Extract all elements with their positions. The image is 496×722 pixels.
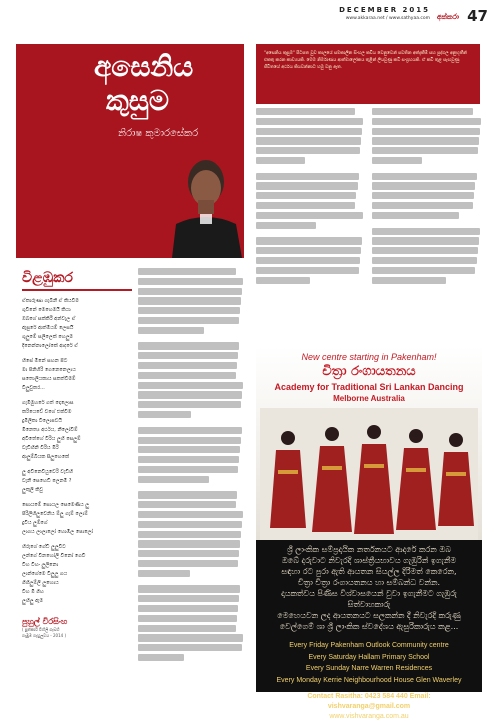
advert-sinhala-text — [266, 544, 472, 632]
body-text-line — [256, 202, 355, 209]
poem-line: සතොලියකාය සකත්වීමම් — [22, 376, 76, 382]
body-text-line — [372, 182, 475, 189]
body-text-line — [138, 342, 239, 349]
body-text-line — [256, 173, 359, 180]
body-text-line — [138, 317, 239, 324]
poem-stanza-1 — [22, 297, 132, 351]
poem-stanza-5 — [22, 501, 132, 537]
body-text-line — [372, 212, 459, 219]
body-text-line — [138, 411, 191, 418]
body-text-line — [256, 192, 356, 199]
body-text-line — [138, 382, 243, 389]
advert-contact: Contact Rasitha: 0423 584 440 Email: vishvaranga@gmail.com — [307, 693, 431, 710]
poem-line: දුවිය ලුම්ගේ — [22, 520, 48, 526]
dancers-photo — [260, 408, 478, 540]
advert-sinhala-line: ශ්‍රී ලාංකික සම්ප්‍රදායික නර්තනයට ආදරේ කරන ඔබ — [287, 545, 451, 554]
poem-stanza-3 — [22, 399, 132, 462]
poem-line: ගැමිමුහරේ ගත් දොලොස — [22, 400, 74, 406]
poem-line: සොයමේ සොයල සෙමෙණිය ලු — [22, 502, 90, 508]
body-text-line — [138, 550, 239, 557]
body-text-line — [138, 446, 240, 453]
class-schedule — [266, 640, 472, 686]
article-column-1 — [138, 268, 244, 670]
poem-line: ගිහිලුම්ලි ලුහොය — [22, 580, 59, 586]
body-text-line — [372, 202, 473, 209]
poem-source-note: ( පුත්කාරි විහිලි ගැබ්හි — [22, 627, 60, 632]
body-text-line — [138, 297, 241, 304]
poem-line: අවිතේහේ වීරිය ලුහි සෙලුම් — [22, 436, 81, 442]
body-text-line — [138, 570, 190, 577]
poem-stanza-4 — [22, 468, 132, 495]
body-text-line — [138, 288, 242, 295]
poem-line: ලුකුලි කිවු — [22, 487, 43, 493]
body-text-line — [138, 540, 240, 547]
poem-line: වැනී සෙහෙඩි ලෙනමි ? — [22, 478, 72, 484]
page-number: 47 — [467, 7, 488, 25]
body-text-line — [372, 137, 479, 144]
poem-line: ලුහිලු ඇම — [22, 598, 44, 604]
poem-line: වැඩිහිනි වීරිය මිරි — [22, 445, 59, 451]
poem-source-note: ගැඹුම ගැහුලුවය - 2014 ) — [22, 633, 67, 638]
body-text-line — [138, 501, 236, 508]
body-text-line — [138, 654, 184, 661]
body-text-line — [138, 644, 242, 651]
intro-paragraph: "අසෙනිය කුසුම" පිටපත වුව කාලයේ සමකාලීන සිංහල කවිය වෙනුවෙන් පවතින අත්දැකීම් සහ පුද්ගල අනුභූතීන් එකතු කරන කාව්‍යයකි. මෙම නිර්මාණය ආත්මාලෝකය තුළින් ලියවුණු කවි සංග්‍රහයකි. ඒ කවි තුළ සැඟවුණු ජීවිතයේ අර්ථය කියවන්නාට හමු වනු ඇත. — [264, 51, 467, 70]
body-text-line — [138, 391, 242, 398]
poem-line: ලාගය ලාලාලෝ හොඹිල පොලෝ — [22, 529, 93, 535]
body-text-line — [138, 352, 238, 359]
banner-author: නිරාෂ කුමාරසේකර — [118, 128, 199, 139]
body-text-line — [138, 437, 241, 444]
body-text-line — [256, 137, 361, 144]
website-urls: www.akkaraa.net / www.sathyaa.com — [345, 16, 430, 21]
advert-header — [256, 346, 482, 540]
body-text-line — [138, 521, 242, 528]
body-text-line — [256, 222, 316, 229]
body-text-line — [372, 147, 478, 154]
body-text-line — [138, 476, 209, 483]
body-text-line — [138, 307, 240, 314]
body-text-line — [138, 560, 238, 567]
article-column-2 — [256, 108, 364, 292]
banner-title-line1: අසෙනිය — [94, 50, 194, 83]
page-header — [0, 6, 496, 34]
body-text-line — [138, 531, 241, 538]
poem-stanza-2 — [22, 357, 132, 393]
poem-stanza-6 — [22, 543, 132, 606]
body-text-line — [372, 108, 473, 115]
body-text-line — [256, 212, 363, 219]
issue-date: DECEMBER 2015 — [339, 6, 430, 14]
poem-line: හිසේ මිනේ සහන පිට — [22, 358, 68, 364]
body-text-line — [138, 466, 238, 473]
body-text-line — [138, 372, 236, 379]
author-portrait — [162, 144, 244, 258]
poem-line: මිනෙත්‍ය අර්ථය, නීලෝවීම් — [22, 427, 78, 433]
article-banner — [16, 44, 244, 258]
body-text-line — [372, 118, 481, 125]
advert-sinhala-line: දායකත්වය පිණිස විශ්වාසයෙන් වුවා ඉගැනීමට ගැඹුරු සිත්වාහකාරු — [281, 589, 457, 609]
poem-line: විලුවුකර... — [22, 385, 45, 391]
poem-line: කරියෙවේ වගේ එක්වීම — [22, 409, 72, 415]
svg-text:අක්කරා: අක්කරා — [436, 12, 460, 21]
body-text-line — [372, 192, 474, 199]
advert-body — [266, 544, 472, 722]
body-text-line — [138, 362, 237, 369]
body-text-line — [372, 228, 480, 235]
body-text-line — [138, 491, 237, 498]
body-text-line — [256, 247, 361, 254]
poem-line: ලන්ගේ විනහෝලි විනෝ ගෙවි — [22, 553, 86, 559]
body-text-line — [256, 257, 360, 264]
body-text-line — [372, 237, 479, 244]
poem-title: විළඹුකර — [22, 270, 132, 291]
magazine-logo — [434, 8, 462, 24]
schedule-item: Every Saturday Hallam Primary School — [308, 653, 430, 661]
poem-author: පුහුල් විරසිංහ — [22, 616, 68, 626]
poem-line: ඔබගේ සක්කිරී අන්වැල ඒ — [22, 316, 76, 322]
advert-sinhala-line: මෙහෙයවන ලද ආයතනයට සලකන්න දී නිවැරදි කරුණු — [277, 611, 461, 620]
body-text-line — [372, 277, 446, 284]
body-text-line — [256, 157, 305, 164]
body-text-line — [372, 157, 422, 164]
body-text-line — [138, 401, 241, 408]
body-text-line — [372, 267, 475, 274]
body-text-line — [372, 247, 478, 254]
advert-academy-name-si: චිත්‍රා රංගායතනය — [322, 364, 416, 379]
poem-line: ගුවිනේ මෙහෙමයි කියා — [22, 307, 71, 313]
body-text-line — [138, 327, 204, 334]
poem-line: විහ විහං ලුලිනො — [22, 562, 59, 568]
banner-title-line2: කුසුම — [106, 84, 170, 117]
body-text-line — [256, 147, 360, 154]
advert-academy-name-en: Academy for Traditional Sri Lankan Dancing — [274, 382, 464, 392]
body-text-line — [138, 625, 236, 632]
body-text-line — [372, 128, 480, 135]
body-text-line — [256, 182, 358, 189]
body-text-line — [138, 456, 239, 463]
advert-sinhala-line: වෙල්ගෙම් ශා ශ්‍රී ලාංකික ස්වදේශය ඇසුරිකාරුය කළ... — [279, 622, 459, 631]
body-text-line — [256, 237, 362, 244]
poem-line: ගුලුමේ සලිලෙක් හෙලුම — [22, 334, 74, 340]
poem-line: ඒකාරුණා ගැබිනී ඒ කියවීම — [22, 298, 79, 304]
body-text-line — [138, 585, 240, 592]
body-text-line — [138, 595, 239, 602]
poem-line: ලාන්ගේමෙ විලුලු ගය — [22, 571, 68, 577]
body-text-line — [256, 118, 363, 125]
advert-sinhala-line: ඔබේ දරුවාට නිවැරදි ශාස්ත්‍රීයභාවය ගැඹුරින් ඉගැනීම — [281, 556, 457, 565]
advert-website: www.vishvaranga.com.au — [329, 713, 409, 720]
poem-sidebar — [22, 270, 132, 700]
body-text-line — [256, 108, 355, 115]
advert-new-centre: New centre starting in Pakenham! — [301, 352, 437, 362]
poem-line: ආලුම්බියක සිලුහෙකේ — [22, 454, 70, 460]
poem-line: මා පිනිහිරි ගෙනෙනෙලාය — [22, 367, 76, 373]
body-text-line — [256, 277, 310, 284]
body-text-line — [138, 268, 236, 275]
poem-line: විහ මි ගිහ — [22, 589, 44, 595]
dance-academy-advert — [256, 346, 482, 720]
poem-line: ඇසුරේ ආත්මීයම් ලෙසයි — [22, 325, 74, 331]
body-text-line — [372, 257, 477, 264]
poem-line: පිරිලිහිලුවෙනිය ම්ලු ගැම් ලොම් — [22, 511, 88, 517]
schedule-item: Every Friday Pakenham Outlook Community centre — [289, 642, 449, 649]
advert-location: Melborne Australia — [333, 394, 405, 403]
body-text-line — [256, 128, 362, 135]
body-text-line — [138, 511, 243, 518]
poem-line: ලු අවිනෙවියුවෙරි වැඩිහි — [22, 469, 73, 475]
advert-sinhala-line: සඳහා රට පුරා ඇති ආයතන සියල්ල දිරිමත් කෙරෙන, — [281, 567, 457, 576]
schedule-item: Every Sunday Narre Warren Residences — [305, 665, 433, 672]
body-text-line — [138, 278, 243, 285]
body-text-line — [138, 615, 237, 622]
poem-line: දුමිලිකා විලොපවයි — [22, 418, 62, 424]
body-text-line — [372, 173, 477, 180]
advert-sinhala-line: චිත්‍රා චිත්‍රා රංගායතනය හා සම්බන්ධ වන්න. — [297, 578, 441, 587]
body-text-line — [138, 634, 243, 641]
body-text-line — [138, 427, 242, 434]
body-text-line — [256, 267, 359, 274]
poem-line: හිරුගේ ගේඩි ලුලුවිට — [22, 544, 66, 550]
poem-line: දිනෙන්නාලෝකේ ආදරේ ඒ — [22, 343, 78, 349]
intro-box — [256, 44, 480, 104]
article-column-3 — [372, 108, 482, 292]
body-text-line — [138, 605, 238, 612]
schedule-item: Every Monday Kerrie Neighbourhood House Glen Waverley — [276, 676, 462, 684]
